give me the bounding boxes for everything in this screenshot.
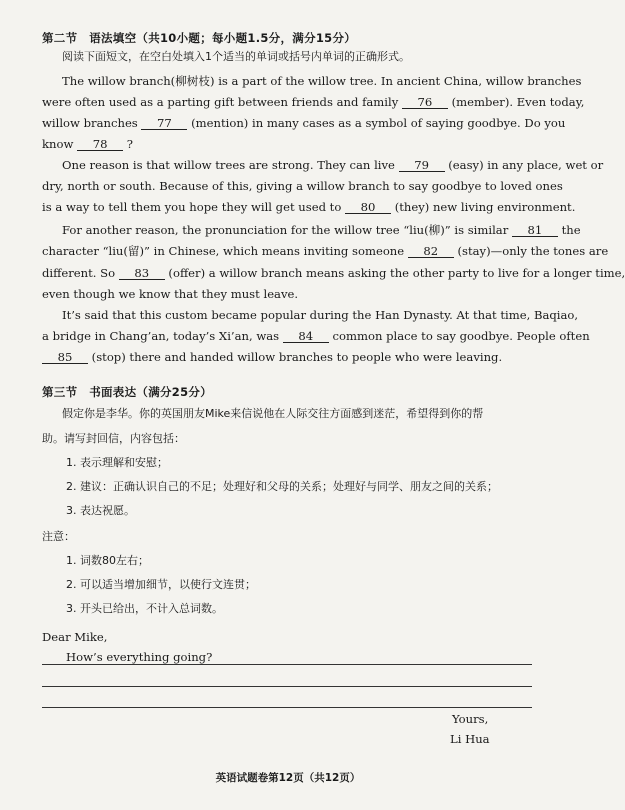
p4-line2 — [42, 329, 590, 343]
note-item: 2. 可以适当增加细节，以使行文连贯； — [66, 578, 256, 591]
blank-84[interactable]: 84 — [283, 330, 329, 343]
blank-85[interactable]: 85 — [42, 351, 88, 364]
blank-76[interactable]: 76 — [402, 96, 448, 109]
p2-text: One reason is that willow trees are strong. They can live — [62, 158, 399, 172]
p4-text: a bridge in Chang’an, today’s Xi’an, was — [42, 329, 283, 343]
blank-77[interactable]: 77 — [141, 117, 187, 130]
writing-line[interactable] — [42, 664, 532, 665]
note-item: 1. 词数80左右； — [66, 554, 149, 567]
blank-81[interactable]: 81 — [512, 224, 558, 237]
letter-closing: Yours, — [452, 712, 489, 726]
p1-text: were often used as a parting gift between friends and family — [42, 95, 402, 109]
writing-line[interactable] — [42, 707, 532, 708]
p1-text: know — [42, 137, 78, 151]
section2-title: 第二节 语法填空（共10小题；每小题1.5分，满分15分） — [42, 31, 357, 45]
p1-text: willow branches — [42, 116, 142, 130]
note-label: 注意： — [42, 530, 75, 543]
p4-line1: It’s said that this custom became popular during the Han Dynasty. At that time, Baqiao, — [62, 308, 579, 322]
requirement-item: 3. 表达祝愿。 — [66, 504, 135, 517]
p2-text: is a way to tell them you hope they will get used to — [42, 200, 346, 214]
p3-line4: even though we know that they must leave. — [42, 287, 299, 301]
p2-line1 — [62, 158, 604, 172]
letter-signature: Li Hua — [450, 732, 490, 746]
writing-line[interactable] — [42, 686, 532, 687]
p2-line2: dry, north or south. Because of this, giving a willow branch to say goodbye to loved ones — [42, 179, 563, 193]
blank-80[interactable]: 80 — [345, 201, 391, 214]
p3-text: (stay)—only the tones are — [453, 244, 609, 258]
p4-text: (stop) there and handed willow branches to people who were leaving. — [88, 350, 503, 364]
blank-78[interactable]: 78 — [77, 138, 123, 151]
p3-text: different. So — [42, 266, 119, 280]
p3-text: (offer) a willow branch means asking the other party to live for a longer time, — [164, 266, 625, 280]
p1-text: ? — [123, 137, 133, 151]
p1-line2 — [42, 95, 585, 109]
p1-text: (member). Even today, — [447, 95, 585, 109]
blank-83[interactable]: 83 — [119, 267, 165, 280]
p3-line1 — [62, 223, 581, 237]
p3-text: character “liu(留)” in Chinese, which means inviting someone — [42, 244, 408, 258]
page-footer: 英语试题卷第12页（共12页） — [215, 772, 361, 784]
p2-text: (easy) in any place, wet or — [444, 158, 604, 172]
p2-text: (they) new living environment. — [391, 200, 576, 214]
section3-title: 第三节 书面表达（满分25分） — [42, 385, 213, 399]
blank-82[interactable]: 82 — [408, 245, 454, 258]
blank-79[interactable]: 79 — [399, 159, 445, 172]
p1-line1: The willow branch(柳树枝) is a part of the willow tree. In ancient China, willow branches — [62, 74, 582, 88]
note-item: 3. 开头已给出，不计入总词数。 — [66, 602, 223, 615]
p3-line3 — [42, 266, 625, 280]
p3-line2 — [42, 244, 609, 258]
p4-line3 — [42, 350, 532, 364]
p1-line4 — [42, 137, 532, 151]
letter-opening: How’s everything going? — [66, 650, 213, 664]
section3-intro-line2: 助。请写封回信，内容包括： — [42, 432, 185, 445]
section2-instruction: 阅读下面短文，在空白处填入1个适当的单词或括号内单词的正确形式。 — [62, 50, 410, 63]
p3-text: For another reason, the pronunciation for the willow tree “liu(柳)” is similar — [62, 223, 512, 237]
requirement-item: 1. 表示理解和安慰； — [66, 456, 168, 469]
p3-text: the — [557, 223, 581, 237]
letter-greeting: Dear Mike, — [42, 630, 108, 644]
p1-line3 — [42, 116, 566, 130]
p4-text: common place to say goodbye. People often — [328, 329, 590, 343]
p1-text: (mention) in many cases as a symbol of saying goodbye. Do you — [187, 116, 566, 130]
section3-intro-line1: 假定你是李华。你的英国朋友Mike来信说他在人际交往方面感到迷茫，希望得到你的帮 — [62, 407, 484, 420]
requirement-item: 2. 建议：正确认识自己的不足；处理好和父母的关系；处理好与同学、朋友之间的关系； — [66, 480, 498, 493]
p2-line3 — [42, 200, 576, 214]
